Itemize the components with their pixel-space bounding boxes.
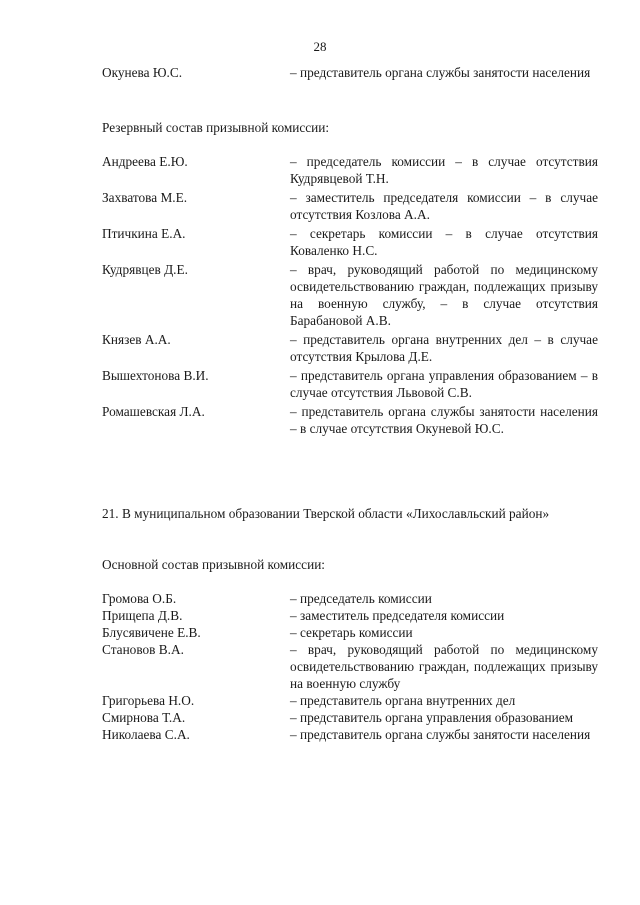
member-role: – секретарь комиссии – в случае отсутствия Коваленко Н.С. bbox=[290, 226, 598, 258]
member-role: – председатель комиссии – в случае отсутствия Кудрявцевой Т.Н. bbox=[290, 154, 598, 186]
member-row bbox=[102, 331, 598, 365]
member-name: Смирнова Т.А. bbox=[102, 710, 186, 725]
member-name: Птичкина Е.А. bbox=[102, 226, 186, 241]
member-role: – председатель комиссии bbox=[290, 591, 432, 606]
member-name: Кудрявцев Д.Е. bbox=[102, 262, 188, 277]
member-row bbox=[102, 153, 598, 187]
member-role: – врач, руководящий работой по медицинскому освидетельствованию граждан, подлежащих призыву на военную службу, – в случае отсутствия Барабановой А.В. bbox=[290, 262, 598, 328]
reserve-heading: Резервный состав призывной комиссии: bbox=[102, 120, 330, 135]
member-row bbox=[102, 726, 598, 743]
member-row bbox=[102, 261, 598, 329]
member-name: Ромашевская Л.А. bbox=[102, 404, 205, 419]
clause-21: 21. В муниципальном образовании Тверской области «Лихославльский район» bbox=[102, 506, 550, 521]
member-row bbox=[102, 709, 598, 726]
page-number: 28 bbox=[313, 39, 327, 54]
main-heading: Основной состав призывной комиссии: bbox=[102, 557, 326, 572]
top-entry bbox=[102, 64, 598, 81]
member-name: Григорьева Н.О. bbox=[102, 693, 195, 708]
member-row bbox=[102, 590, 598, 607]
member-name: Громова О.Б. bbox=[102, 591, 177, 606]
member-name: Прищепа Д.В. bbox=[102, 608, 183, 623]
member-name: Окунева Ю.С. bbox=[102, 65, 183, 80]
member-name: Князев А.А. bbox=[102, 332, 171, 347]
member-name: Николаева С.А. bbox=[102, 727, 190, 742]
member-row bbox=[102, 367, 598, 401]
member-role: – представитель органа внутренних дел bbox=[290, 693, 516, 708]
member-role: – представитель органа управления образованием bbox=[290, 710, 574, 725]
member-role: – представитель органа управления образованием – в случае отсутствия Львовой С.В. bbox=[290, 368, 598, 400]
member-name: Становов В.А. bbox=[102, 642, 184, 657]
member-role: – заместитель председателя комиссии bbox=[290, 608, 505, 623]
member-row bbox=[102, 692, 598, 709]
member-role: – представитель органа службы занятости населения bbox=[290, 65, 591, 80]
member-row bbox=[102, 225, 598, 259]
reserve-list bbox=[102, 153, 598, 437]
member-role: – представитель органа службы занятости населения – в случае отсутствия Окуневой Ю.С. bbox=[290, 404, 598, 436]
member-role: – секретарь комиссии bbox=[290, 625, 413, 640]
member-row bbox=[102, 607, 598, 624]
main-list bbox=[102, 590, 598, 743]
member-role: – представитель органа внутренних дел – в случае отсутствия Крылова Д.Е. bbox=[290, 332, 598, 364]
member-row bbox=[102, 64, 598, 81]
member-row bbox=[102, 403, 598, 437]
member-name: Вышехтонова В.И. bbox=[102, 368, 209, 383]
member-row bbox=[102, 189, 598, 223]
member-role: – врач, руководящий работой по медицинскому освидетельствованию граждан, подлежащих призыву на военную службу bbox=[290, 642, 598, 691]
member-role: – представитель органа службы занятости населения bbox=[290, 727, 591, 742]
member-name: Блусявичене Е.В. bbox=[102, 625, 201, 640]
member-name: Андреева Е.Ю. bbox=[102, 154, 188, 169]
member-role: – заместитель председателя комиссии – в случае отсутствия Козлова А.А. bbox=[290, 190, 598, 222]
member-row bbox=[102, 624, 598, 641]
member-row bbox=[102, 641, 598, 692]
member-name: Захватова М.Е. bbox=[102, 190, 188, 205]
